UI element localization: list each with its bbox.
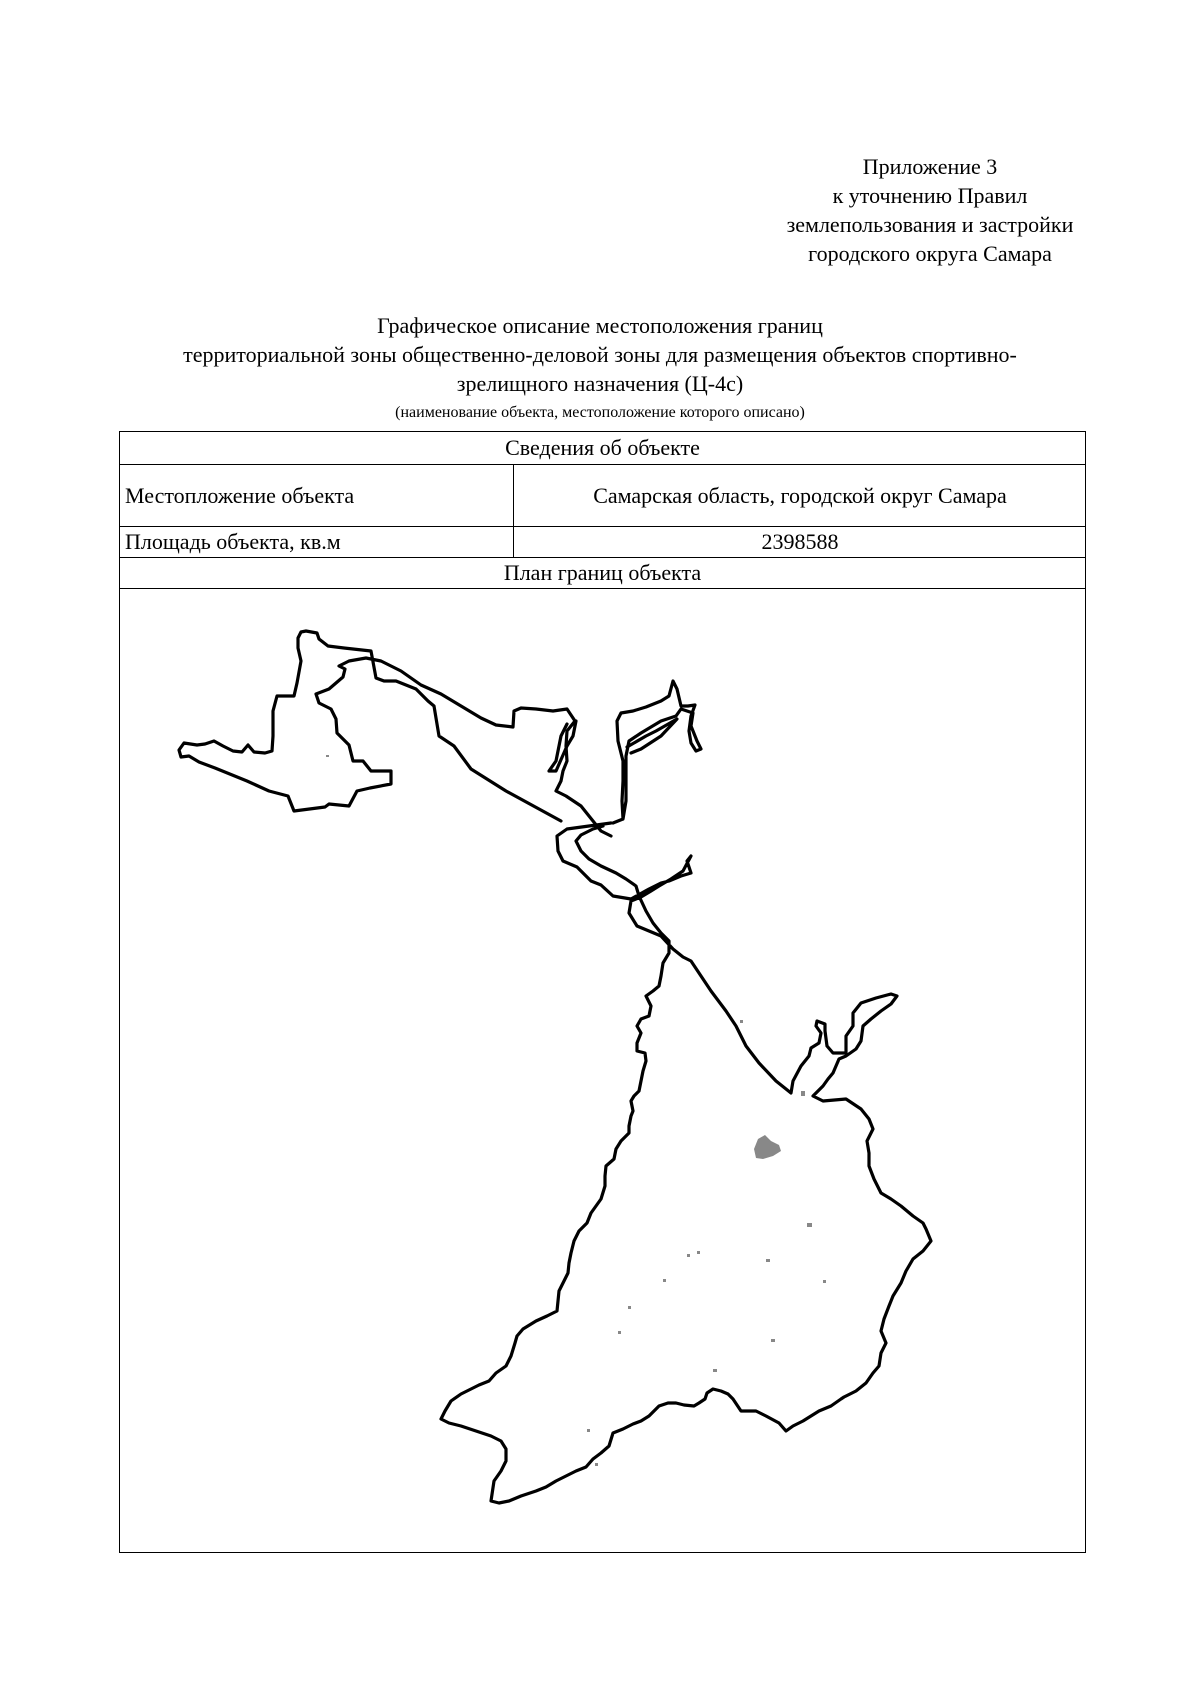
table-header-row	[120, 432, 1085, 465]
interior-holes	[326, 755, 826, 1466]
hole-large	[754, 1135, 781, 1159]
object-info-table	[119, 431, 1086, 1553]
appendix-line: городского округа Самара	[808, 241, 1052, 266]
appendix-line: землепользования и застройки	[786, 212, 1074, 237]
plan-header: План границ объекта	[503, 560, 702, 585]
area-row	[120, 527, 1085, 558]
hole-small	[740, 1020, 743, 1023]
document-title	[100, 311, 1100, 398]
cell-divider	[513, 465, 514, 526]
location-value: Самарская область, городской округ Самара	[593, 482, 1007, 508]
appendix-block	[690, 152, 1170, 268]
appendix-line: к уточнению Правил	[832, 183, 1028, 208]
hole-small	[697, 1251, 700, 1254]
title-line: территориальной зоны общественно-деловой зоны для размещения объектов спортивно-	[183, 342, 1017, 367]
hole-small	[595, 1463, 598, 1466]
object-caption: (наименование объекта, местоположение которого описано)	[395, 404, 805, 421]
area-value: 2398588	[761, 529, 839, 554]
hole-small	[807, 1223, 812, 1227]
boundary-lines	[179, 631, 931, 1503]
hole-small	[587, 1429, 590, 1432]
hole-small	[823, 1280, 826, 1283]
plan-header-row	[120, 558, 1085, 589]
hole-small	[663, 1279, 666, 1282]
boundary-main	[441, 823, 931, 1503]
title-line: зрелищного назначения (Ц-4с)	[456, 371, 744, 396]
title-line: Графическое описание местоположения границ	[377, 313, 823, 338]
hole-small	[628, 1306, 631, 1309]
location-row	[120, 465, 1085, 527]
table-header: Сведения об объекте	[505, 435, 700, 460]
hole-small	[766, 1259, 770, 1262]
hole-small	[618, 1331, 621, 1334]
boundary-north-east	[613, 681, 701, 823]
hole-small	[687, 1254, 690, 1257]
appendix-line: Приложение 3	[862, 154, 998, 179]
hole-small	[801, 1091, 805, 1096]
location-label: Местопложение объекта	[125, 482, 355, 508]
area-label: Площадь объекта, кв.м	[125, 529, 341, 554]
cell-divider	[513, 527, 514, 557]
boundary-map	[120, 589, 1084, 1551]
hole-small	[713, 1369, 717, 1372]
boundary-north-west	[179, 631, 611, 836]
hole-small	[326, 755, 329, 757]
hole-small	[771, 1339, 775, 1342]
boundary-north-west-inner	[549, 721, 576, 771]
